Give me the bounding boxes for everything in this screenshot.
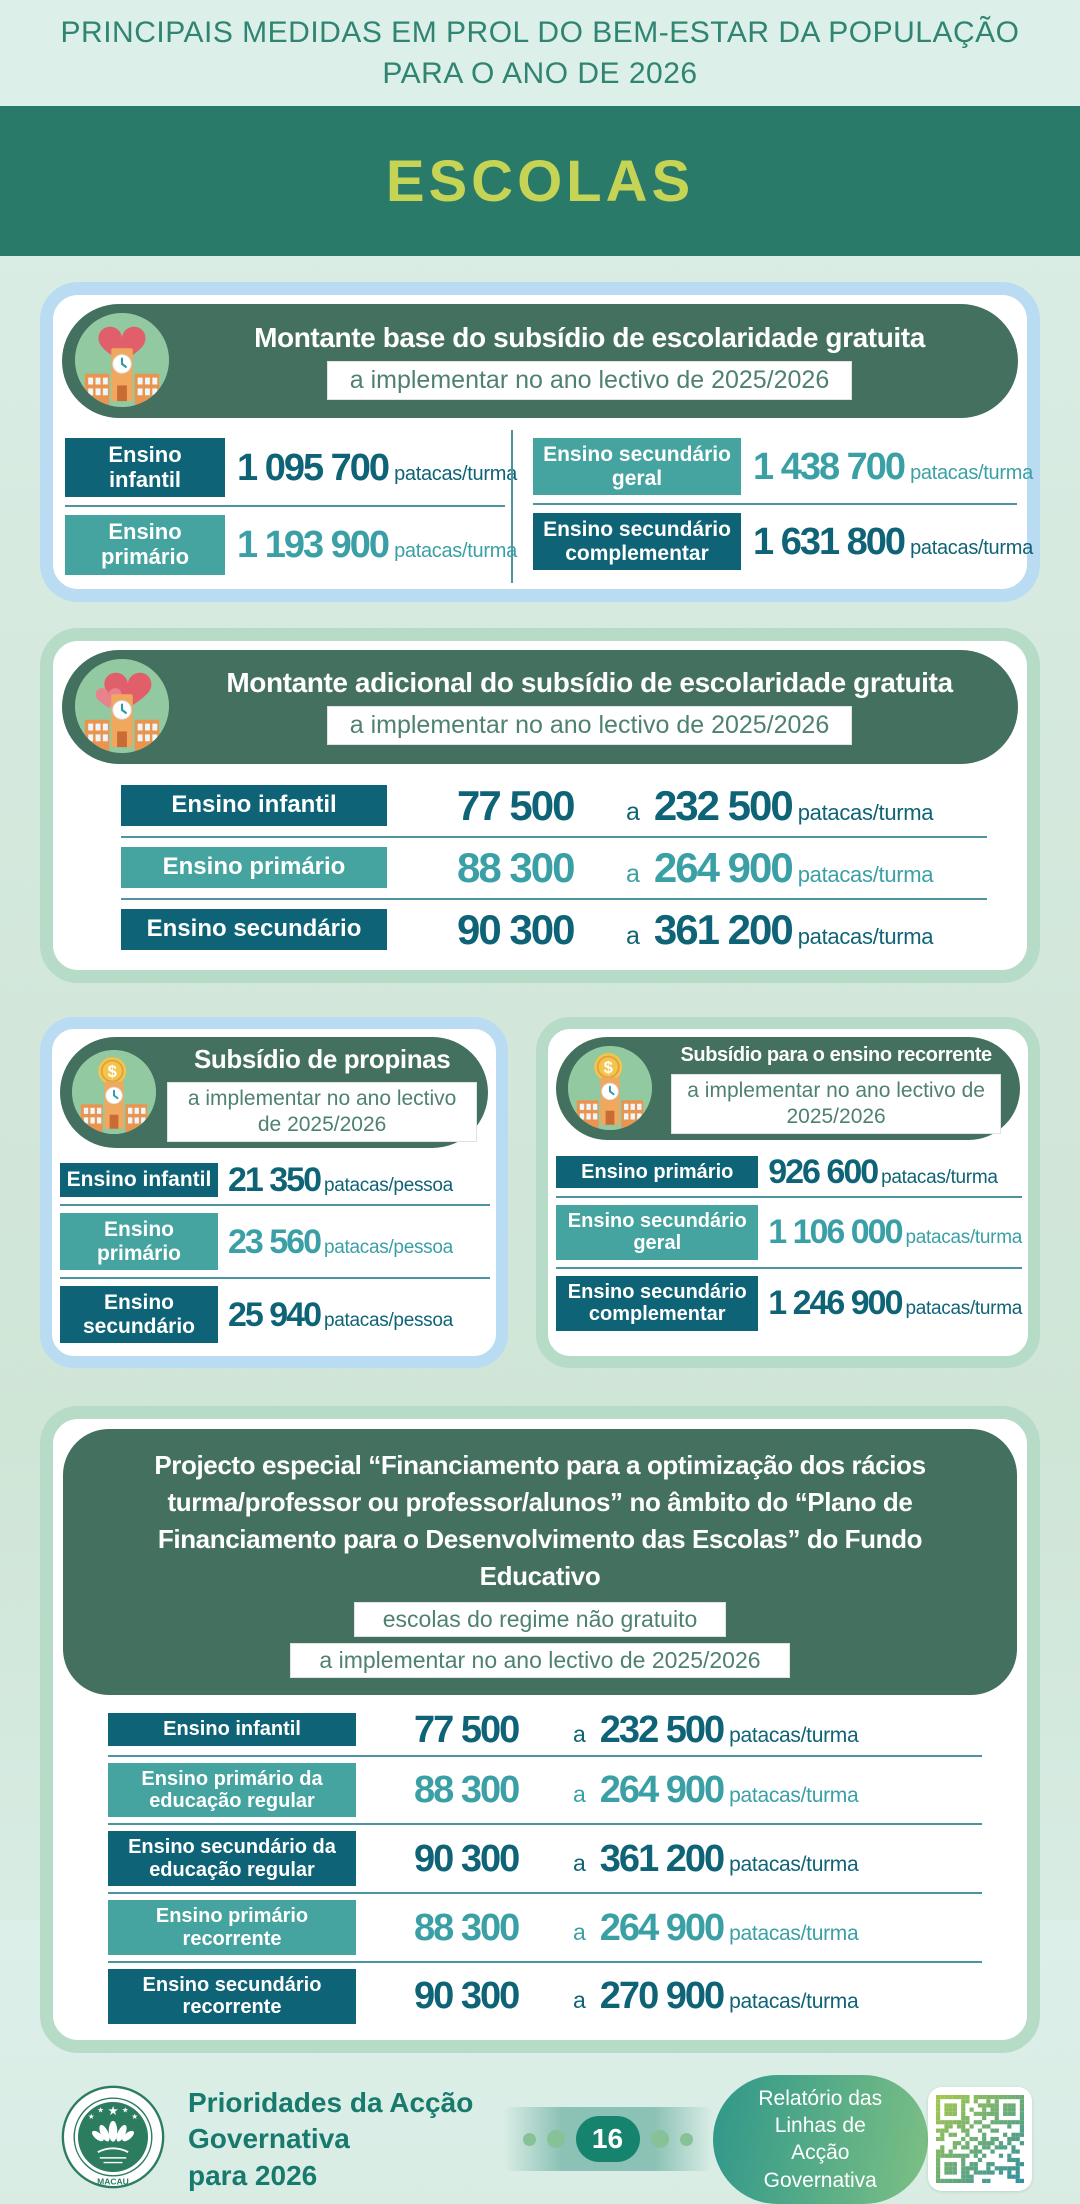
amount-value: 23 560 xyxy=(228,1222,320,1261)
amount-unit: patacas/turma xyxy=(797,923,934,949)
svg-text:$: $ xyxy=(603,1058,614,1078)
table-row xyxy=(108,1705,982,1755)
education-level-label: Ensino primário xyxy=(556,1156,758,1188)
subsidy-table xyxy=(108,1705,982,2030)
amount-unit: patacas/turma xyxy=(910,536,1033,559)
amount xyxy=(753,445,1033,488)
amount-range xyxy=(457,781,934,829)
pager-dot xyxy=(651,2130,669,2148)
emblem-caption: MACAU xyxy=(97,2176,129,2187)
school-coin-icon xyxy=(72,1050,156,1134)
relatorio-link-button[interactable] xyxy=(713,2075,929,2204)
amount-unit: patacas/pessoa xyxy=(324,1309,453,1331)
amount-min: 88 300 xyxy=(414,1906,519,1949)
card-projecto-header xyxy=(63,1429,1017,1695)
amount-unit: patacas/pessoa xyxy=(324,1175,453,1196)
amount-unit: patacas/turma xyxy=(729,1784,859,1808)
amount-value: 1 095 700 xyxy=(237,446,389,489)
subsidy-table xyxy=(556,1148,1022,1338)
page-footer xyxy=(0,2075,1080,2204)
amount-max: 232 500 xyxy=(599,1708,724,1751)
amount-min: 90 300 xyxy=(414,1837,519,1880)
amount-min: 90 300 xyxy=(457,905,574,953)
amount-max: 264 900 xyxy=(653,843,792,891)
svg-text:★: ★ xyxy=(97,2105,105,2115)
education-level-label: Ensino infantil xyxy=(65,438,225,497)
amount-unit: patacas/turma xyxy=(797,861,934,887)
amount-min: 77 500 xyxy=(414,1708,519,1751)
table-row xyxy=(121,836,987,898)
education-level-label: Ensino secundário da educação regular xyxy=(108,1831,356,1886)
card-montante-adicional-header xyxy=(62,650,1018,764)
education-level-label: Ensino secundário complementar xyxy=(533,513,741,570)
svg-text:★: ★ xyxy=(131,2111,139,2121)
amount-range xyxy=(457,905,934,953)
education-level-label: Ensino secundário xyxy=(60,1286,218,1343)
table-row xyxy=(108,1892,982,1961)
card-title: Montante base do subsídio de escolaridade gratuita xyxy=(254,321,925,353)
card-projecto-especial xyxy=(40,1406,1040,2053)
pager-dot xyxy=(680,2133,693,2146)
table-row xyxy=(556,1196,1022,1267)
amount-unit: patacas/turma xyxy=(905,1298,1022,1320)
range-connector: a xyxy=(573,1781,586,1808)
relatorio-link-line2: Acção Governativa xyxy=(763,2141,877,2192)
table-row xyxy=(121,776,987,836)
svg-text:$: $ xyxy=(107,1062,117,1082)
card-ensino-recorrente xyxy=(536,1017,1040,1369)
card-subtitle: a implementar no ano lectivo de 2025/2026 xyxy=(168,1083,476,1142)
subsidy-table xyxy=(60,1156,490,1350)
amount-max: 264 900 xyxy=(599,1769,724,1812)
relatorio-link-line1: Relatório das Linhas de xyxy=(758,2086,883,2138)
amount-max: 264 900 xyxy=(599,1906,724,1949)
education-level-label: Ensino infantil xyxy=(121,785,387,826)
amount-min: 77 500 xyxy=(457,781,574,829)
card-subtitle: a implementar no ano lectivo de 2025/2026 xyxy=(328,362,852,399)
header-title-line2: PARA O ANO DE 2026 xyxy=(382,57,698,90)
amount-unit: patacas/turma xyxy=(729,1852,859,1876)
footer-brand xyxy=(188,2085,503,2194)
education-level-label: Ensino infantil xyxy=(60,1163,218,1197)
amount-unit: patacas/turma xyxy=(881,1167,998,1188)
amount-min: 88 300 xyxy=(457,843,574,891)
education-level-label: Ensino secundário xyxy=(121,909,387,950)
footer-brand-line1: Prioridades da Acção Governativa xyxy=(188,2086,474,2155)
amount-value: 25 940 xyxy=(228,1295,320,1334)
card-subtitle: a implementar no ano lectivo de 2025/2026 xyxy=(672,1075,1000,1134)
card-title: Montante adicional do subsídio de escolaridade gratuita xyxy=(226,667,953,698)
table-row xyxy=(108,1823,982,1892)
table-row xyxy=(65,430,517,507)
school-heart-icon xyxy=(75,313,169,407)
pager-dot xyxy=(547,2130,565,2148)
subsidy-table xyxy=(57,430,1033,583)
card-subsidio-propinas xyxy=(40,1017,508,1369)
card-title: Subsídio de propinas xyxy=(193,1043,451,1074)
amount-value: 926 600 xyxy=(768,1153,878,1191)
header-title-line1: PRINCIPAIS MEDIDAS EM PROL DO BEM-ESTAR DA POPULAÇÃO xyxy=(60,15,1020,49)
table-row xyxy=(556,1267,1022,1338)
amount-unit: patacas/turma xyxy=(394,462,517,485)
amount-max: 361 200 xyxy=(653,905,792,953)
macau-emblem xyxy=(60,2084,166,2195)
card-title: Projecto especial “Financiamento para a optimização dos rácios turma/professor ou professor/alunos” no âmbito do “Plano de Financiamento para o Desenvolvimento das Escolas” do Fundo Educativo xyxy=(154,1450,926,1591)
range-connector: a xyxy=(573,1720,586,1747)
amount-unit: patacas/turma xyxy=(394,539,517,562)
amount xyxy=(753,520,1033,563)
section-title: ESCOLAS xyxy=(385,148,695,214)
amount-value: 1 193 900 xyxy=(237,523,389,566)
school-coin-icon xyxy=(568,1046,652,1130)
amount-max: 232 500 xyxy=(653,781,792,829)
amount-unit: patacas/turma xyxy=(729,1990,859,2014)
education-level-label: Ensino secundário complementar xyxy=(556,1276,758,1331)
amount-unit: patacas/turma xyxy=(729,1921,859,1945)
card-montante-base-header xyxy=(62,304,1018,418)
education-level-label: Ensino primário xyxy=(60,1213,218,1270)
amount-unit: patacas/turma xyxy=(797,799,934,825)
amount-max: 361 200 xyxy=(599,1837,724,1880)
amount xyxy=(237,523,517,566)
svg-text:★: ★ xyxy=(121,2105,129,2115)
table-row xyxy=(533,505,1033,578)
amount-value: 1 438 700 xyxy=(753,445,905,488)
table-row xyxy=(533,430,1033,505)
subsidy-table xyxy=(121,776,987,960)
education-level-label: Ensino primário recorrente xyxy=(108,1900,356,1955)
table-row xyxy=(556,1148,1022,1196)
svg-text:★: ★ xyxy=(87,2111,95,2121)
footer-brand-line2: para 2026 xyxy=(188,2159,318,2191)
card-subtitle: a implementar no ano lectivo de 2025/2026 xyxy=(328,707,852,744)
amount-unit: patacas/turma xyxy=(729,1723,859,1747)
section-band xyxy=(0,106,1080,256)
range-connector: a xyxy=(573,1987,586,2014)
amount-max: 270 900 xyxy=(599,1975,724,2018)
table-row xyxy=(108,1961,982,2030)
page-indicator xyxy=(503,2107,713,2171)
amount-value: 1 631 800 xyxy=(753,520,905,563)
table-row xyxy=(60,1277,490,1350)
table-row xyxy=(60,1204,490,1277)
table-row xyxy=(121,898,987,960)
amount-value: 1 106 000 xyxy=(768,1213,902,1252)
card-montante-base xyxy=(40,282,1040,602)
svg-text:★: ★ xyxy=(107,2104,119,2119)
qr-code xyxy=(928,2087,1032,2191)
range-connector: a xyxy=(626,921,640,950)
education-level-label: Ensino infantil xyxy=(108,1713,356,1745)
amount-unit: patacas/turma xyxy=(905,1227,1022,1249)
amount-range xyxy=(457,843,934,891)
table-row xyxy=(108,1755,982,1824)
amount-value: 21 350 xyxy=(228,1161,320,1199)
card-title: Subsídio para o ensino recorrente xyxy=(680,1043,992,1066)
amount-value: 1 246 900 xyxy=(768,1284,902,1323)
table-row xyxy=(60,1156,490,1204)
range-connector: a xyxy=(573,1849,586,1876)
amount-unit: patacas/turma xyxy=(910,461,1033,484)
pager-dot xyxy=(523,2133,536,2146)
education-level-label: Ensino secundário recorrente xyxy=(108,1969,356,2024)
education-level-label: Ensino primário xyxy=(65,515,225,574)
card-tag-ano: a implementar no ano lectivo de 2025/2026 xyxy=(291,1644,788,1677)
education-level-label: Ensino primário da educação regular xyxy=(108,1763,356,1818)
range-connector: a xyxy=(626,859,640,888)
amount xyxy=(237,446,517,489)
card-montante-adicional xyxy=(40,628,1040,983)
range-connector: a xyxy=(626,797,640,826)
card-tag-regime: escolas do regime não gratuito xyxy=(355,1603,726,1636)
page-number: 16 xyxy=(576,2116,640,2162)
card-ensino-recorrente-header xyxy=(556,1037,1020,1141)
education-level-label: Ensino secundário geral xyxy=(556,1205,758,1260)
table-row xyxy=(65,507,517,582)
school-hearts-icon xyxy=(75,659,169,753)
page-header xyxy=(0,0,1080,106)
range-connector: a xyxy=(573,1918,586,1945)
amount-unit: patacas/pessoa xyxy=(324,1236,453,1258)
education-level-label: Ensino secundário geral xyxy=(533,438,741,495)
card-subsidio-propinas-header xyxy=(60,1037,488,1149)
amount-min: 88 300 xyxy=(414,1769,519,1812)
education-level-label: Ensino primário xyxy=(121,847,387,888)
amount-min: 90 300 xyxy=(414,1975,519,2018)
